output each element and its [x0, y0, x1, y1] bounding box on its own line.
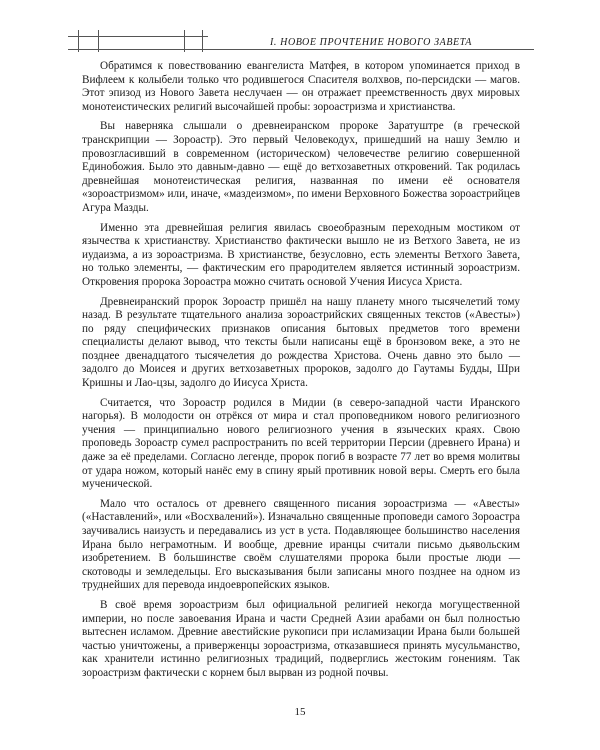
- header-rule-bottom: [68, 49, 534, 50]
- paragraph: Именно эта древнейшая религия явилась своеобразным переходным мостиком от язычества к христианству. Христианство фактически вышло не из Ветхого Завета, не из иудаизма, а из зороастризма. В христианстве, безусловно, есть элементы Ветхого Завета, но только элементы, — фактическим его прародителем является истинный зороастризм. Откровения пророка Зороастра можно считать основой Учения Иисуса Христа.: [82, 221, 520, 288]
- paragraph: Древнеиранский пророк Зороастр пришёл на нашу планету много тысячелетий тому назад. В результате тщательного анализа зороастрийских священных текстов («Авесты») по ряду специфических признаков описания бытовых предметов того времени специалисты делают вывод, что тексты были написаны ещё в бронзовом веке, а это не позднее двенадцатого тысячелетия до рождества Христова. Очень давно это было — задолго до Моисея и других ветхозаветных пророков, задолго до Гаутамы Будды, Шри Кришны и Лао-цзы, задолго до Иисуса Христа.: [82, 295, 520, 390]
- header-tick: [98, 30, 99, 52]
- paragraph: Обратимся к повествованию евангелиста Матфея, в котором упоминается приход в Вифлеем к колыбели только что родившегося Спасителя волхвов, по-персидски — магов. Этот эпизод из Нового Завета неслучаен — он отражает преемственность двух мировых монотеистических религий высочайшей пробы: зороастризма и христианства.: [82, 60, 520, 113]
- paragraph: Вы наверняка слышали о древнеиранском пророке Заратуштре (в греческой транскрипции — Зороастр). Это первый Человекодух, пришедший на нашу Землю и провозгласивший в современном (историческом) человечестве религию совершенной Единобожия. Было это давным-давно — ещё до ветхозаветных откровений. Так родилась древнейшая монотеистическая религия, названная по имени её основателя «зороастризмом» или, иначе, «маздеизмом», по имени Верховного Божества зороастрийцев Агура Мазды.: [82, 120, 520, 214]
- header-tick: [78, 30, 79, 52]
- page-number: 15: [294, 706, 306, 718]
- header-tick: [202, 30, 203, 52]
- running-title: I. НОВОЕ ПРОЧТЕНИЕ НОВОГО ЗАВЕТА: [208, 36, 534, 49]
- paragraph: Считается, что Зороастр родился в Мидии (в северо-западной части Иранского нагорья). В молодости он отрёкся от мира и стал проповедником нового религиозного учения — принципиально нового религиозного учения в языческих краях. Свою проповедь Зороастр сумел распространить по всей территории Персии (древнего Ирана) и даже за её пределами. Согласно легенде, пророк погиб в возрасте 77 лет во время молитвы от удара ножом, который нанёс ему в спину ярый противник новой веры. Смерть его была мученической.: [82, 396, 520, 491]
- paragraph: Мало что осталось от древнего священного писания зороастризма — «Авесты» («Наставлений», или «Восхвалений»). Изначально священные проповеди самого Зороастра заучивались наизусть и передавались из уст в уста. Подавляющее большинство населения Ирана было неграмотным. И вообще, древние иранцы считали письмо дьявольским изобретением. В большинстве своём слушателями пророка были простые люди — скотоводы и земледельцы. Его высказывания были записаны много позднее на одном из труднейших для перевода индоевропейских языков.: [82, 497, 520, 592]
- body-text: [82, 60, 520, 687]
- paragraph: В своё время зороастризм был официальной религией некогда могущественной империи, но после завоевания Ирана и части Средней Азии арабами он был полностью вытеснен исламом. Древние авестийские рукописи при исламизации Ирана были большей частью уничтожены, а приверженцы зороастризма, отказавшиеся принять мусульманство, как хранители истинно религиозных традиций, подверглись жестоким гонениям. Так зороастризм фактически с корнем был вырван из родной почвы.: [82, 598, 520, 679]
- running-head: [68, 30, 534, 52]
- header-tick: [184, 30, 185, 52]
